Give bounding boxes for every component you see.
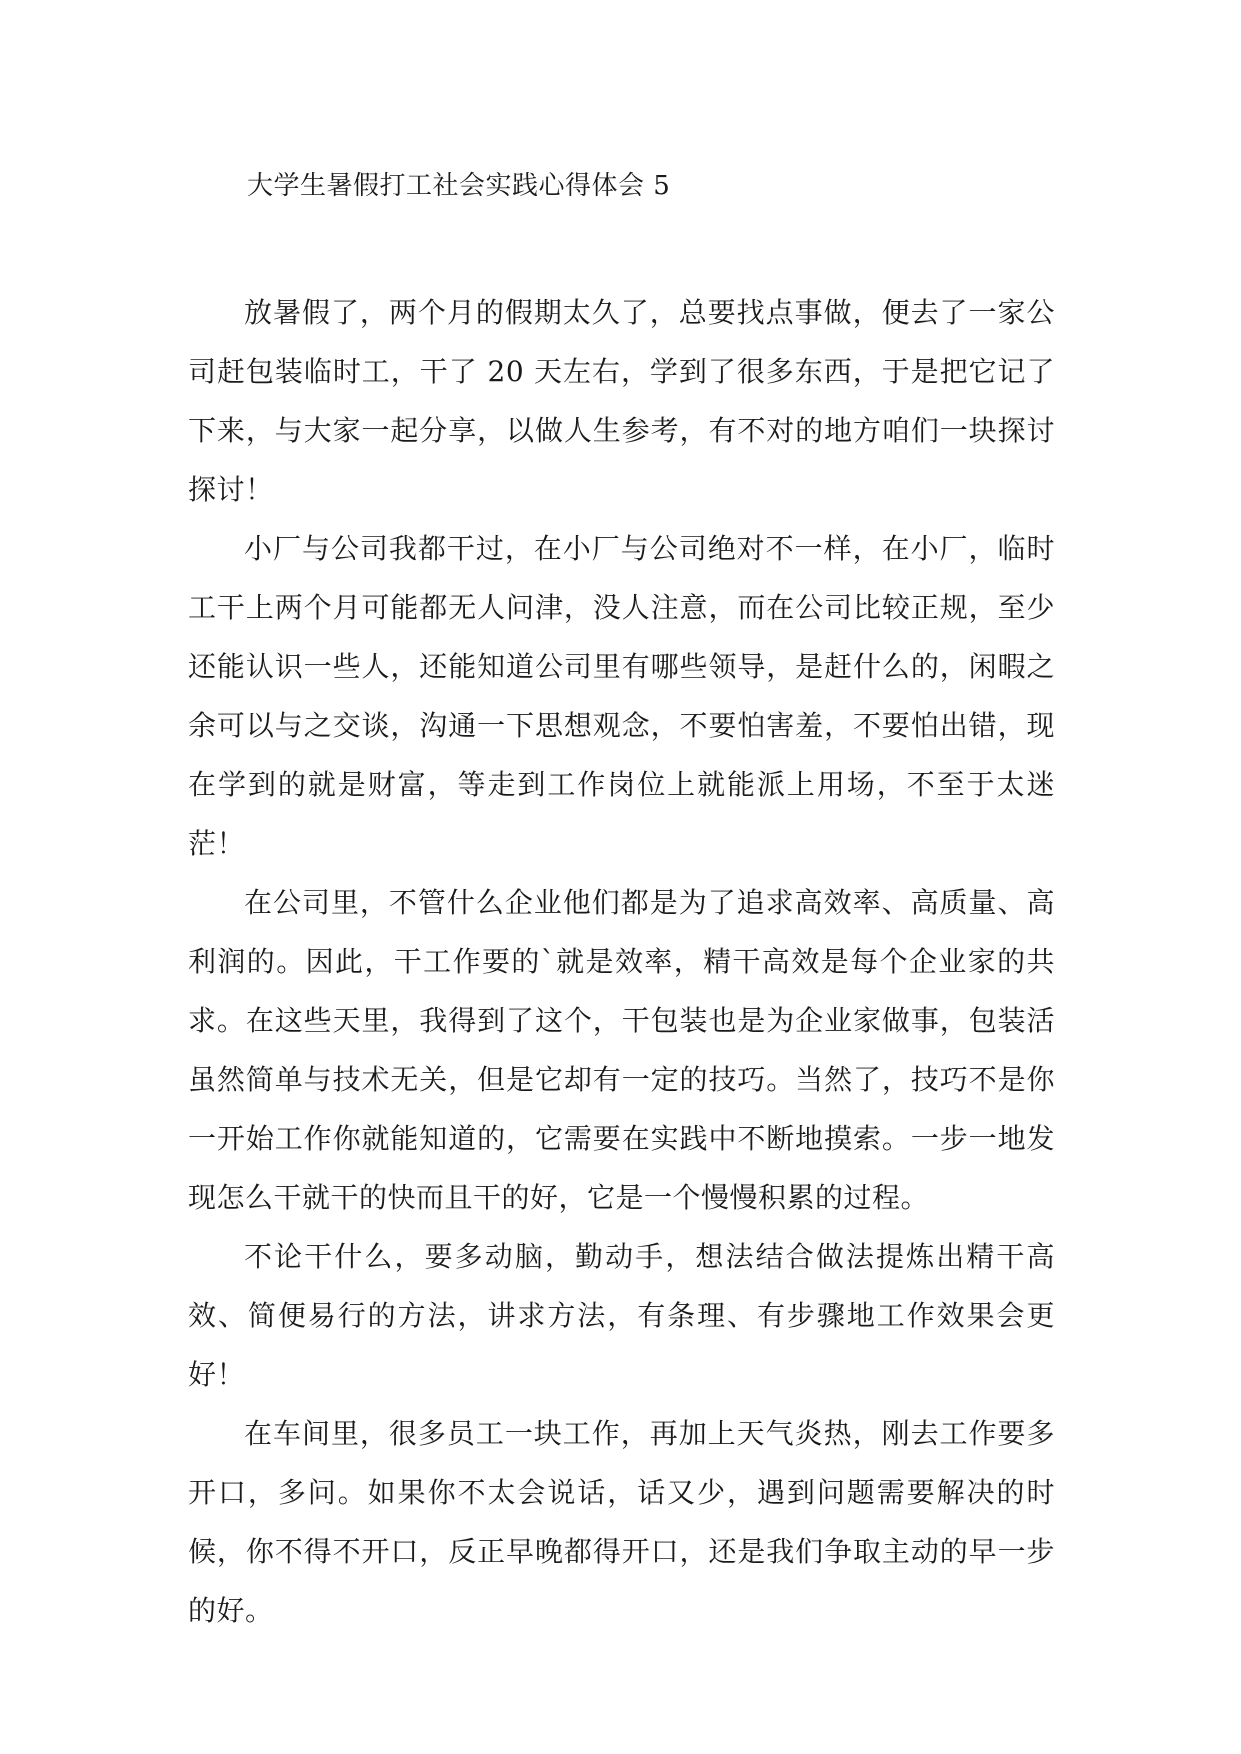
document-title: 大学生暑假打工社会实践心得体会 5 [247, 171, 671, 201]
document-body [188, 283, 1055, 1640]
paragraph-3: 在公司里，不管什么企业他们都是为了追求高效率、高质量、高利润的。因此，干工作要的`就是效率，精干高效是每个企业家的共求。在这些天里，我得到了这个，干包装也是为企业家做事，包装活虽然简单与技术无关，但是它却有一定的技巧。当然了，技巧不是你一开始工作你就能知道的，它需要在实践中不断地摸索。一步一地发现怎么干就干的快而且干的好，它是一个慢慢积累的过程。 [188, 886, 1055, 1214]
paragraph-4: 不论干什么，要多动脑，勤动手，想法结合做法提炼出精干高效、简便易行的方法，讲求方法，有条理、有步骤地工作效果会更好！ [188, 1240, 1055, 1391]
paragraph-5: 在车间里，很多员工一块工作，再加上天气炎热，刚去工作要多开口，多问。如果你不太会说话，话又少，遇到问题需要解决的时候，你不得不开口，反正早晚都得开口，还是我们争取主动的早一步的好。 [188, 1417, 1055, 1627]
paragraph-1: 放暑假了，两个月的假期太久了，总要找点事做，便去了一家公司赶包装临时工，干了 20 天左右，学到了很多东西，于是把它记了下来，与大家一起分享，以做人生参考，有不对的地方咱们一块探讨探讨！ [188, 296, 1055, 506]
paragraph-2: 小厂与公司我都干过，在小厂与公司绝对不一样，在小厂，临时工干上两个月可能都无人问津，没人注意，而在公司比较正规，至少还能认识一些人，还能知道公司里有哪些领导，是赶什么的，闲暇之余可以与之交谈，沟通一下思想观念，不要怕害羞，不要怕出错，现在学到的就是财富，等走到工作岗位上就能派上用场，不至于太迷茫！ [188, 532, 1055, 860]
